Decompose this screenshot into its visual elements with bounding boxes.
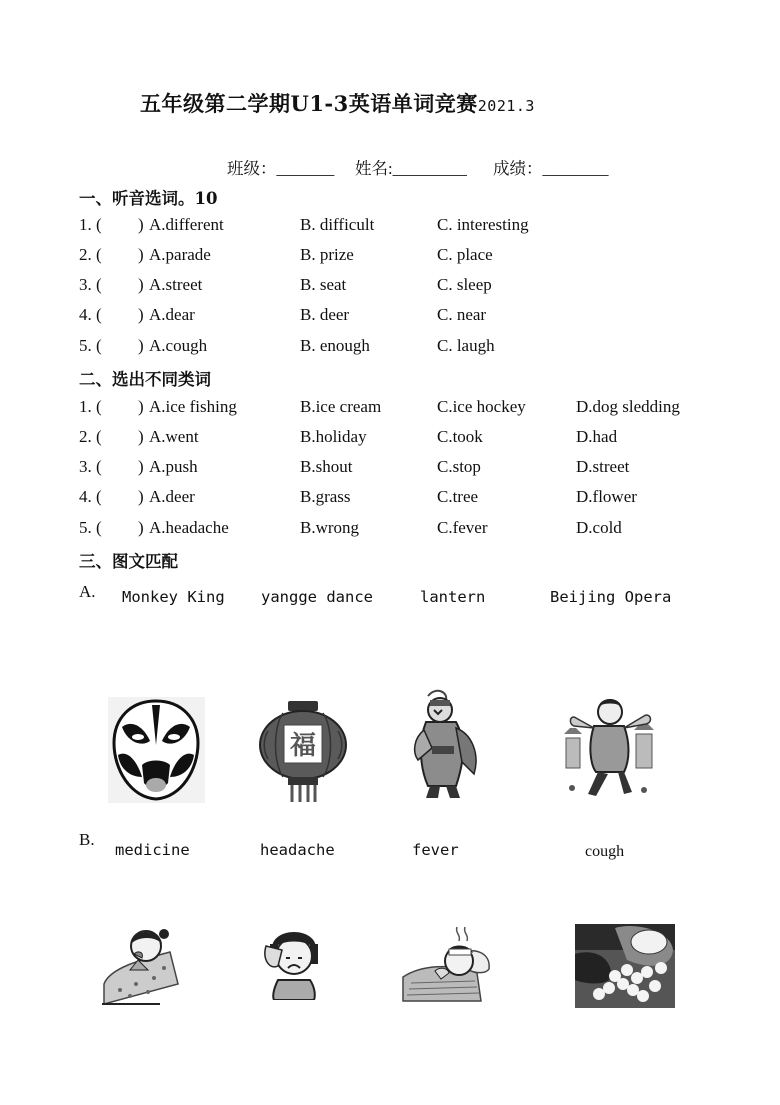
s1-option-a: A.dear (149, 305, 195, 324)
s2-option-a: A.ice fishing (149, 397, 237, 416)
s2-option-d: D.dog sledding (576, 397, 680, 416)
s2-option-a: A.headache (149, 518, 229, 537)
s1-row-close: ) (138, 305, 144, 324)
s1-option-c: C. sleep (437, 275, 492, 294)
s2-option-d: D.flower (576, 487, 637, 506)
section3-heading: 三、图文匹配 (79, 552, 178, 571)
score-label: 成绩： (493, 159, 543, 178)
s1-row-num: 5. ( (79, 336, 102, 355)
yangge-dancer-icon (562, 694, 658, 804)
score-field (493, 155, 609, 179)
s1-option-b: B. difficult (300, 215, 375, 234)
word-yangge-dance: yangge dance (261, 588, 373, 606)
s1-row-close: ) (138, 336, 144, 355)
class-blank[interactable]: _______ (276, 159, 335, 178)
coughing-girl-icon (100, 924, 180, 1006)
s1-row-close: ) (138, 245, 144, 264)
s2-option-c: C.stop (437, 457, 481, 476)
score-blank[interactable]: ________ (542, 159, 609, 178)
s2-option-b: B.ice cream (300, 397, 382, 416)
s1-row-num: 4. ( (79, 305, 102, 324)
s2-row-close: ) (138, 518, 144, 537)
class-label: 班级： (227, 159, 277, 178)
s2-option-d: D.street (576, 457, 630, 476)
title-date: 2021.3 (477, 97, 535, 115)
s2-option-b: B.shout (300, 457, 353, 476)
s2-option-b: B.wrong (300, 518, 360, 537)
word-headache: headache (260, 841, 335, 859)
s1-row-num: 3. ( (79, 275, 102, 294)
s1-option-c: C. place (437, 245, 493, 264)
s2-option-c: C.tree (437, 487, 479, 506)
lantern-fu-char: 福 (289, 731, 317, 761)
headache-girl-icon (262, 920, 326, 1000)
section1-heading: 一、听音选词。10 (79, 189, 218, 208)
s2-row-num: 4. ( (79, 487, 102, 506)
s2-row-num: 1. ( (79, 397, 102, 416)
s1-option-a: A.parade (149, 245, 211, 264)
medicine-pills-icon (575, 924, 675, 1008)
s2-row-close: ) (138, 427, 144, 446)
s1-row-num: 2. ( (79, 245, 102, 264)
s2-option-c: C.took (437, 427, 483, 446)
s1-option-b: B. enough (300, 336, 370, 355)
s2-option-c: C.fever (437, 518, 488, 537)
word-lantern: lantern (420, 588, 486, 606)
word-monkey-king: Monkey King (122, 588, 225, 606)
s2-row-num: 3. ( (79, 457, 102, 476)
s1-option-b: B. prize (300, 245, 354, 264)
s1-option-a: A.cough (149, 336, 208, 355)
s1-row-close: ) (138, 275, 144, 294)
part-b-label: B. (79, 830, 95, 849)
s1-row-num: 1. ( (79, 215, 102, 234)
page-title (140, 88, 535, 118)
s2-row-close: ) (138, 457, 144, 476)
s2-option-b: B.grass (300, 487, 351, 506)
s2-option-b: B.holiday (300, 427, 367, 446)
part-a-label: A. (79, 582, 96, 601)
fever-man-icon (401, 923, 493, 1003)
s1-option-c: C. laugh (437, 336, 495, 355)
s1-option-c: C. interesting (437, 215, 529, 234)
s1-option-c: C. near (437, 305, 487, 324)
opera-mask-icon (108, 697, 205, 803)
word-beijing-opera: Beijing Opera (550, 588, 672, 606)
s1-row-close: ) (138, 215, 144, 234)
s2-option-d: D.had (576, 427, 618, 446)
name-label: 姓名: (355, 159, 393, 178)
s1-option-a: A.street (149, 275, 203, 294)
monkey-king-icon (410, 688, 482, 800)
name-field (355, 155, 467, 179)
s2-option-d: D.cold (576, 518, 622, 537)
s2-option-a: A.went (149, 427, 199, 446)
s2-row-close: ) (138, 487, 144, 506)
s1-option-b: B. seat (300, 275, 347, 294)
title-main: 五年级第二学期U1-3英语单词竞赛 (140, 91, 478, 116)
word-cough: cough (585, 843, 625, 860)
s1-option-a: A.different (149, 215, 224, 234)
section2-heading: 二、选出不同类词 (79, 370, 211, 389)
s1-option-b: B. deer (300, 305, 350, 324)
class-field (227, 155, 334, 179)
name-blank[interactable]: _________ (392, 159, 467, 178)
word-fever: fever (412, 841, 459, 859)
s2-row-num: 5. ( (79, 518, 102, 537)
s2-row-num: 2. ( (79, 427, 102, 446)
s2-option-c: C.ice hockey (437, 397, 526, 416)
lantern-icon (258, 697, 348, 805)
word-medicine: medicine (115, 841, 190, 859)
s2-option-a: A.deer (149, 487, 195, 506)
s2-option-a: A.push (149, 457, 198, 476)
s2-row-close: ) (138, 397, 144, 416)
